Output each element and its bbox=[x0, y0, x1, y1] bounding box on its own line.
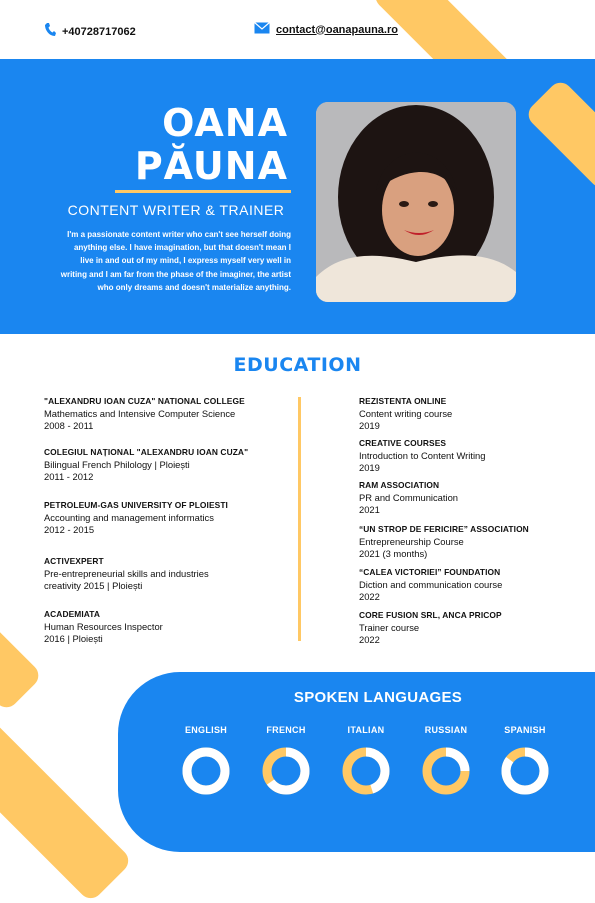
phone-icon bbox=[44, 22, 56, 41]
job-title: CONTENT WRITER & TRAINER bbox=[67, 202, 285, 218]
education-item-date: 2022 bbox=[359, 591, 380, 603]
education-item-date: 2022 bbox=[359, 634, 380, 646]
education-item-detail: PR and Communication bbox=[359, 491, 459, 503]
education-item-detail: Bilingual French Philology | Ploiești bbox=[44, 458, 190, 470]
education-item bbox=[44, 446, 248, 484]
education-item-title: CREATIVE COURSES bbox=[359, 438, 447, 448]
language-label-russian: RUSSIAN bbox=[424, 725, 468, 735]
language-level-english bbox=[182, 747, 230, 795]
education-item-date: 2021 (3 months) bbox=[359, 548, 428, 560]
education-item-detail: Accounting and management informatics bbox=[44, 511, 214, 523]
last-name: PĂUNA bbox=[134, 144, 288, 188]
first-name: OANA bbox=[162, 101, 288, 145]
education-item-detail: Trainer course bbox=[359, 621, 420, 633]
language-label-english: ENGLISH bbox=[184, 725, 228, 735]
education-item bbox=[44, 608, 163, 646]
language-level-russian bbox=[422, 747, 470, 795]
decor-bar-left-1 bbox=[0, 598, 43, 713]
education-item-title: ACADEMIATA bbox=[44, 609, 101, 619]
name-underline bbox=[115, 190, 291, 193]
education-item bbox=[44, 395, 245, 433]
bio-text: I'm a passionate content writer who can't see herself doing anything else. I have imagination, but that doesn't mean I live in and out of my mind, I express myself very well in writing and I am far from the phase of the imaginer, the artist who only dreams and doesn't materialize anything. bbox=[60, 230, 291, 292]
education-divider bbox=[298, 397, 301, 641]
education-item-detail: Pre-entrepreneurial skills and industries bbox=[44, 567, 209, 579]
email-link[interactable]: contact@oanapauna.ro bbox=[276, 23, 398, 36]
education-item-title: "ALEXANDRU IOAN CUZA" NATIONAL COLLEGE bbox=[44, 396, 245, 406]
languages-heading: SPOKEN LANGUAGES bbox=[293, 689, 463, 706]
education-item-detail: Mathematics and Intensive Computer Science bbox=[44, 407, 236, 419]
education-item-detail: Content writing course bbox=[359, 407, 453, 419]
education-item bbox=[44, 555, 209, 593]
language-level-french bbox=[262, 747, 310, 795]
education-item-detail: Human Resources Inspector bbox=[44, 620, 163, 632]
phone-contact bbox=[44, 22, 136, 41]
email-contact[interactable] bbox=[254, 22, 398, 37]
education-item bbox=[44, 499, 228, 537]
language-level-spanish bbox=[501, 747, 549, 795]
education-item bbox=[359, 437, 485, 475]
education-item bbox=[359, 566, 502, 604]
profile-photo bbox=[316, 102, 516, 302]
education-item-date: 2021 bbox=[359, 504, 380, 516]
education-heading: EDUCATION bbox=[233, 354, 362, 376]
education-item-date: 2008 - 2011 bbox=[44, 420, 94, 432]
education-item-date: 2019 bbox=[359, 420, 380, 432]
education-item-title: PETROLEUM-GAS UNIVERSITY OF PLOIESTI bbox=[44, 500, 228, 510]
education-item bbox=[359, 395, 452, 433]
language-level-fill bbox=[187, 752, 225, 790]
decor-bar-left-2 bbox=[0, 677, 133, 903]
phone-number: +40728717062 bbox=[62, 25, 136, 38]
education-item bbox=[359, 523, 529, 561]
education-item bbox=[359, 609, 502, 647]
education-item-title: “CALEA VICTORIEI” FOUNDATION bbox=[359, 567, 501, 577]
education-item bbox=[359, 479, 458, 517]
education-item-title: “UN STROP DE FERICIRE” ASSOCIATION bbox=[359, 524, 529, 534]
education-item-date: 2016 | Ploiești bbox=[44, 633, 103, 645]
language-label-french: FRENCH bbox=[266, 725, 306, 735]
education-item-detail: Introduction to Content Writing bbox=[359, 449, 486, 461]
education-item-title: COLEGIUL NAȚIONAL "ALEXANDRU IOAN CUZA" bbox=[44, 447, 249, 457]
education-item-date: 2019 bbox=[359, 462, 380, 474]
education-item-title: CORE FUSION SRL, ANCA PRICOP bbox=[359, 610, 502, 620]
education-item-title: ACTIVEXPERT bbox=[44, 556, 104, 566]
language-label-spanish: SPANISH bbox=[504, 725, 546, 735]
education-item-date: creativity 2015 | Ploiești bbox=[44, 580, 143, 592]
education-item-title: REZISTENTA ONLINE bbox=[359, 396, 447, 406]
education-item-detail: Diction and communication course bbox=[359, 578, 503, 590]
education-item-date: 2012 - 2015 bbox=[44, 524, 95, 536]
education-item-date: 2011 - 2012 bbox=[44, 471, 94, 483]
education-item-title: RAM ASSOCIATION bbox=[359, 480, 440, 490]
mail-icon bbox=[254, 22, 270, 37]
education-item-detail: Entrepreneurship Course bbox=[359, 535, 464, 547]
language-level-italian bbox=[342, 747, 390, 795]
language-label-italian: ITALIAN bbox=[347, 725, 385, 735]
